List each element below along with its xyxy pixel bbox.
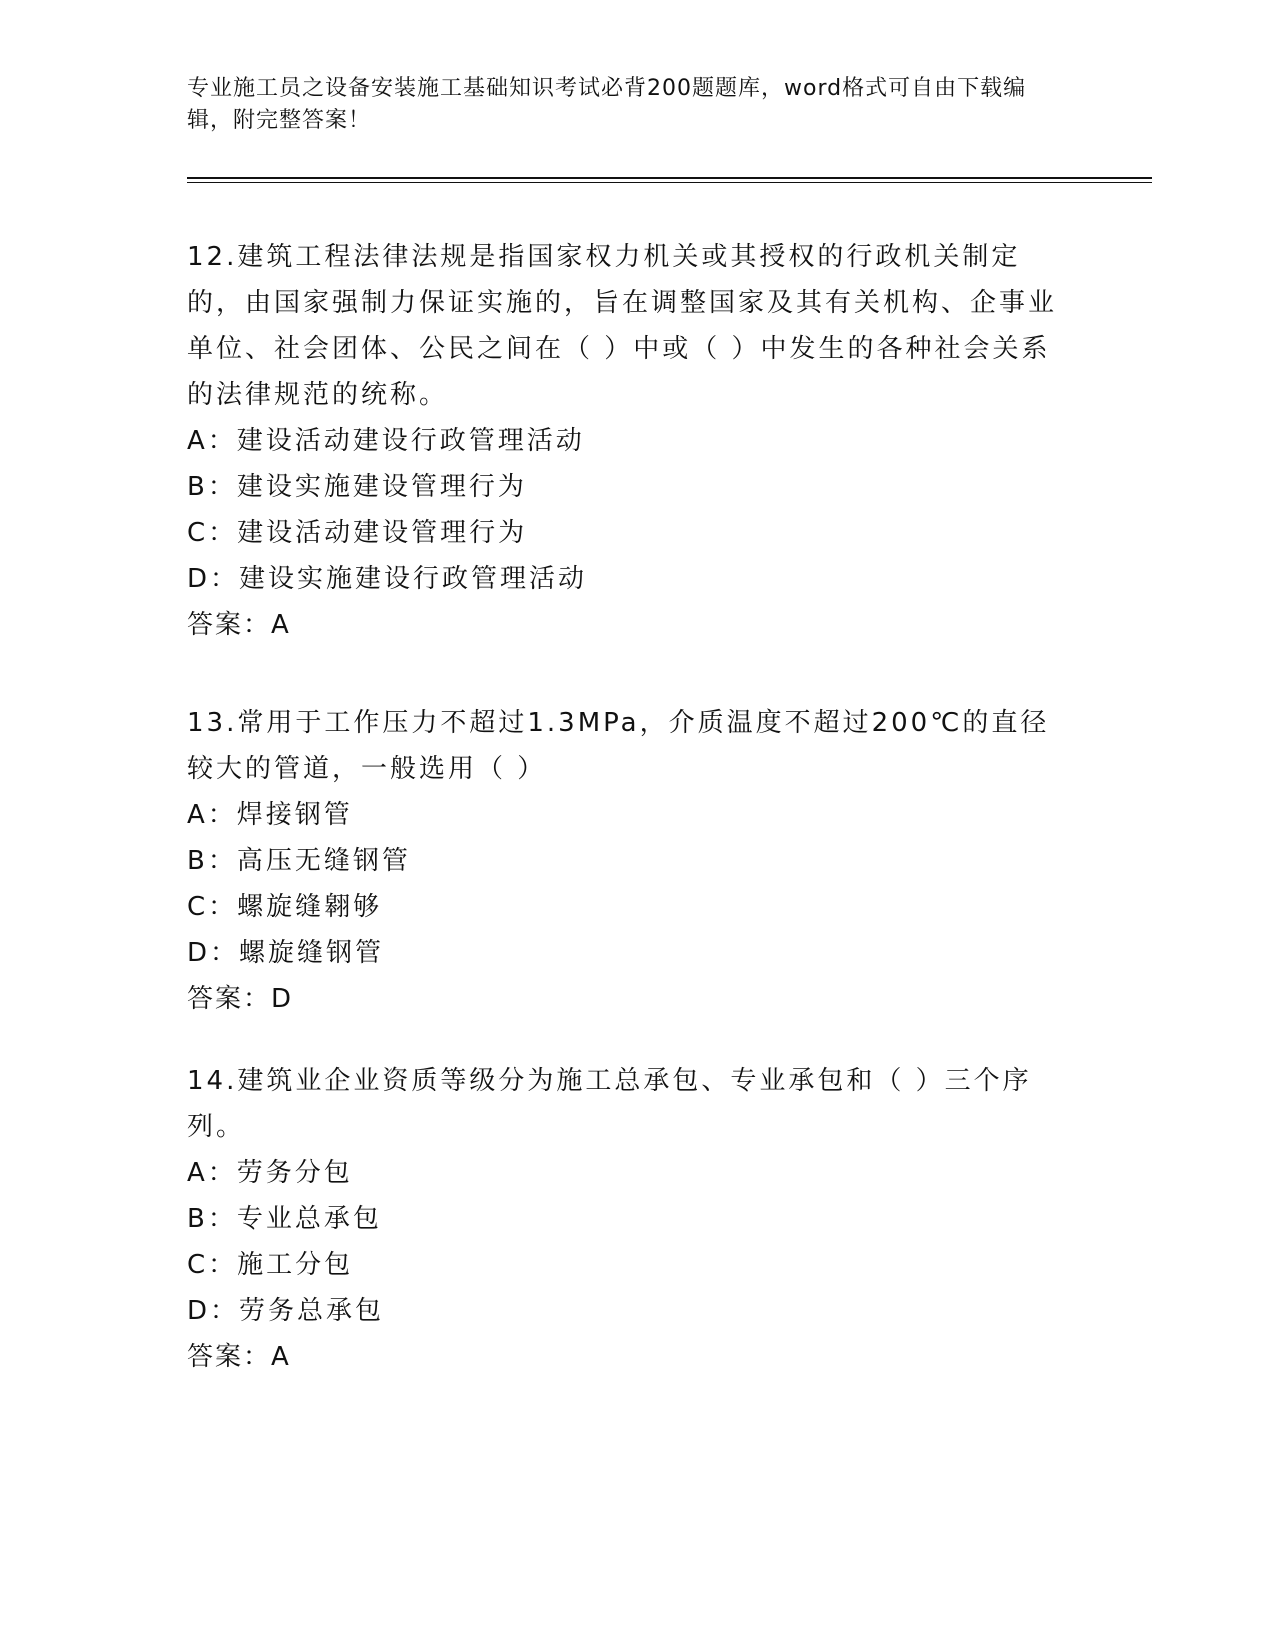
question-stem: 12.建筑工程法律法规是指国家权力机关或其授权的行政机关制定的，由国家强制力保证实施的，旨在调整国家及其有关机构、企事业单位、社会团体、公民之间在（ ）中或（ ）中发生的各种社会关系的法律规范的统称。 [187,242,1058,410]
option-d: D：螺旋缝钢管 [187,938,385,968]
option-c: C：建设活动建设管理行为 [187,518,528,548]
option-c: C：施工分包 [187,1250,354,1280]
question-13 [187,700,1077,1022]
option-a: A：建设活动建设行政管理活动 [187,426,585,456]
question-12 [187,234,1077,648]
option-b: B：专业总承包 [187,1204,382,1234]
document-header: 专业施工员之设备安装施工基础知识考试必背200题题库，word格式可自由下载编辑，附完整答案！ [187,76,1027,133]
question-14 [187,1058,1077,1380]
option-a: A：劳务分包 [187,1158,353,1188]
answer-line: 答案：D [187,984,294,1014]
header-divider-thick [187,177,1152,179]
option-d: D：劳务总承包 [187,1296,385,1326]
option-b: B：高压无缝钢管 [187,846,411,876]
option-d: D：建设实施建设行政管理活动 [187,564,588,594]
question-stem: 14.建筑业企业资质等级分为施工总承包、专业承包和（ ）三个序列。 [187,1066,1032,1142]
option-b: B：建设实施建设管理行为 [187,472,527,502]
header-divider-thin [187,182,1152,183]
option-c: C：螺旋缝翱够 [187,892,383,922]
answer-line: 答案：A [187,610,291,640]
question-stem: 13.常用于工作压力不超过1.3MPa，介质温度不超过200℃的直径较大的管道，一般选用（ ） [187,708,1050,784]
answer-line: 答案：A [187,1342,291,1372]
option-a: A：焊接钢管 [187,800,353,830]
